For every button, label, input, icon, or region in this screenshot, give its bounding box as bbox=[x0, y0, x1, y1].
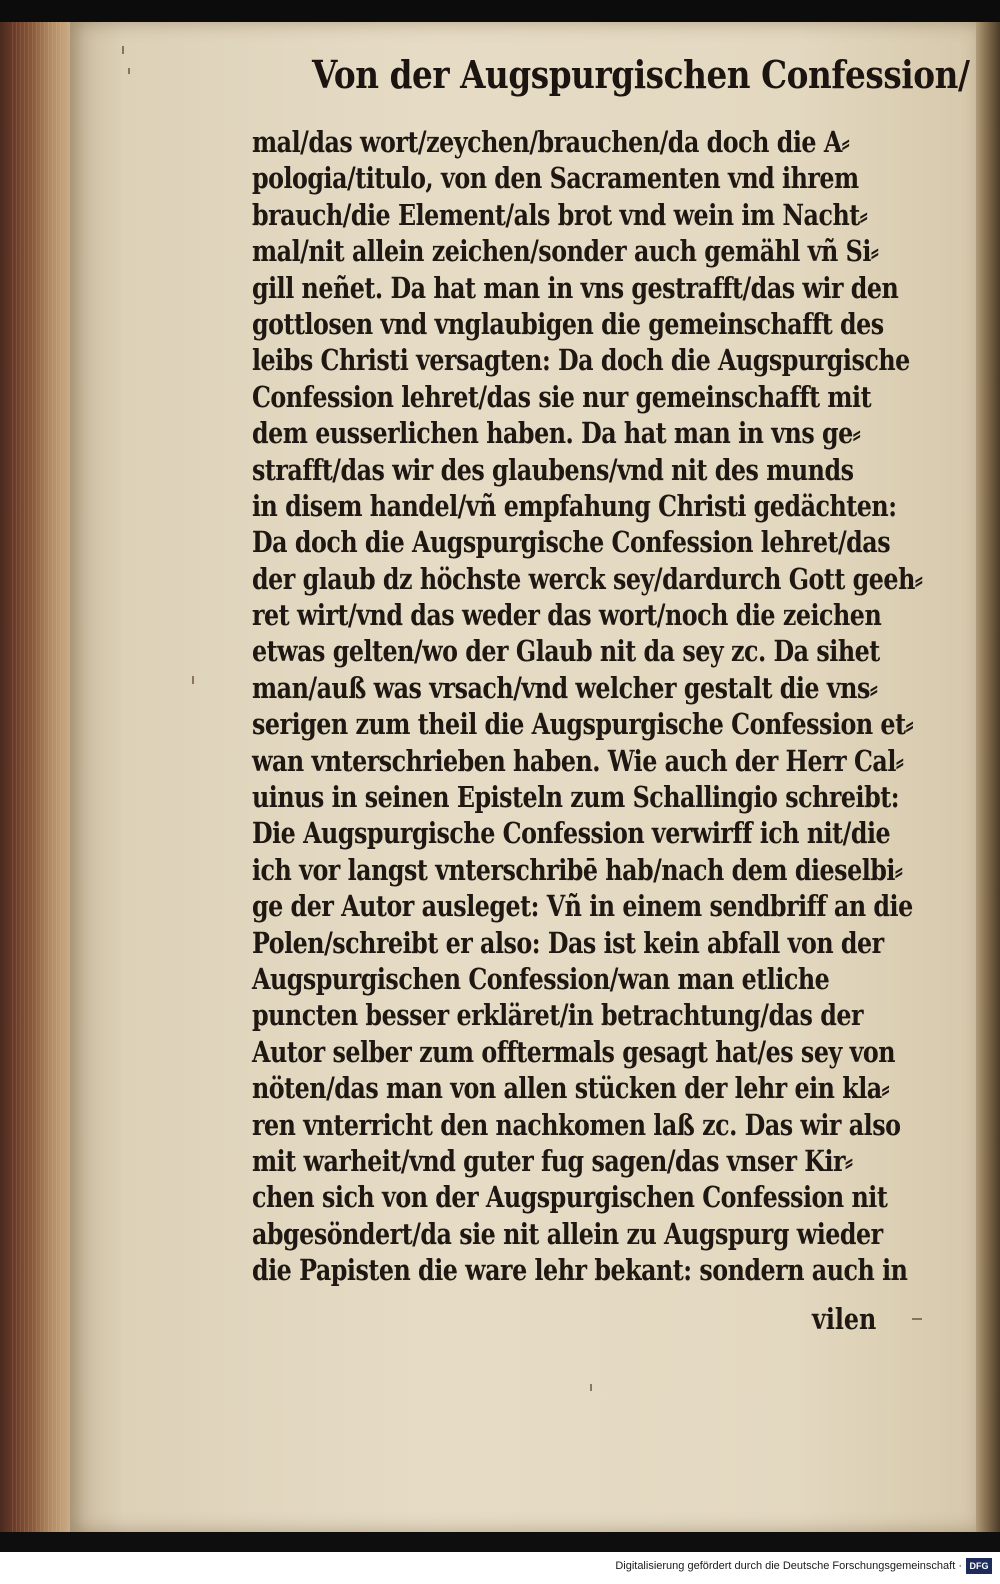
body-text bbox=[252, 124, 972, 1289]
paper-speck bbox=[590, 1384, 592, 1391]
text-line: wan vnterschrieben haben. Wie auch der Herr Cal⸗ bbox=[252, 743, 904, 778]
text-line: leibs Christi versagten: Da doch die Augspurgische bbox=[252, 343, 910, 378]
text-line: chen sich von der Augspurgischen Confession nit bbox=[252, 1180, 888, 1215]
footer-bar bbox=[0, 1552, 1000, 1584]
paper-speck bbox=[192, 676, 194, 684]
text-line: dem eusserlichen haben. Da hat man in vns ge⸗ bbox=[252, 416, 861, 451]
text-line: mal/nit allein zeichen/sonder auch gemähl vñ Si⸗ bbox=[252, 234, 879, 269]
paper-speck bbox=[128, 68, 130, 74]
text-line: nöten/das man von allen stücken der lehr ein kla⸗ bbox=[252, 1071, 890, 1106]
running-head: Von der Augspurgischen Confession/ bbox=[312, 52, 970, 97]
text-line: die Papisten die ware lehr bekant: sondern auch in bbox=[252, 1253, 908, 1288]
text-line: man/auß was vrsach/vnd welcher gestalt die vns⸗ bbox=[252, 670, 878, 705]
text-line: gill neñet. Da hat man in vns gestrafft/das wir den bbox=[252, 270, 899, 305]
text-line: ret wirt/vnd das weder das wort/noch die zeichen bbox=[252, 598, 882, 633]
text-line: brauch/die Element/als brot vnd wein im Nacht⸗ bbox=[252, 197, 868, 232]
text-line: Die Augspurgische Confession verwirff ich nit/die bbox=[252, 816, 891, 851]
text-line: Da doch die Augspurgische Confession lehret/das bbox=[252, 525, 891, 560]
text-line: der glaub dz höchste werck sey/dardurch Gott geeh⸗ bbox=[252, 561, 923, 596]
book-page-edges-left bbox=[0, 22, 72, 1538]
text-line: Confession lehret/das sie nur gemeinschafft mit bbox=[252, 379, 872, 414]
paper-speck bbox=[122, 46, 124, 54]
text-line: Augspurgischen Confession/wan man etliche bbox=[252, 961, 830, 996]
text-line: ich vor langst vnterschribē hab/nach dem dieselbi⸗ bbox=[252, 852, 903, 887]
text-line: ge der Autor ausleget: Vñ in einem sendbriff an die bbox=[252, 889, 913, 924]
text-line: puncten besser erkläret/in betrachtung/das der bbox=[252, 998, 864, 1033]
text-line: ren vnterricht den nachkomen laß zc. Das wir also bbox=[252, 1107, 901, 1142]
text-line: in disem handel/vñ empfahung Christi gedächten: bbox=[252, 488, 897, 523]
book-page-edges-right bbox=[974, 22, 1000, 1538]
text-line: mal/das wort/zeychen/brauchen/da doch die A⸗ bbox=[252, 125, 850, 159]
text-line: mit warheit/vnd guter fug sagen/das vnser Kir⸗ bbox=[252, 1143, 853, 1178]
text-line: abgesöndert/da sie nit allein zu Augspurg wieder bbox=[252, 1216, 883, 1251]
text-line: gottlosen vnd vnglaubigen die gemeinschafft des bbox=[252, 306, 884, 341]
scan-top-border bbox=[0, 0, 1000, 22]
footer-credit: Digitalisierung gefördert durch die Deutsche Forschungsgemeinschaft · bbox=[615, 1560, 962, 1572]
paper-speck bbox=[912, 1318, 922, 1320]
text-line: Autor selber zum offtermals gesagt hat/es sey von bbox=[252, 1034, 896, 1069]
text-line: uinus in seinen Episteln zum Schallingio schreibt: bbox=[252, 780, 900, 815]
text-line: strafft/das wir des glaubens/vnd nit des munds bbox=[252, 452, 854, 487]
text-line: Polen/schreibt er also: Das ist kein abfall von der bbox=[252, 925, 884, 960]
text-line: etwas gelten/wo der Glaub nit da sey zc. Da sihet bbox=[252, 634, 880, 669]
catchword: vilen bbox=[812, 1302, 877, 1336]
scan-bottom-border bbox=[0, 1532, 1000, 1552]
text-line: pologia/titulo, von den Sacramenten vnd ihrem bbox=[252, 161, 859, 196]
text-line: serigen zum theil die Augspurgische Confession et⸗ bbox=[252, 707, 913, 742]
dfg-logo: DFG bbox=[966, 1558, 992, 1574]
